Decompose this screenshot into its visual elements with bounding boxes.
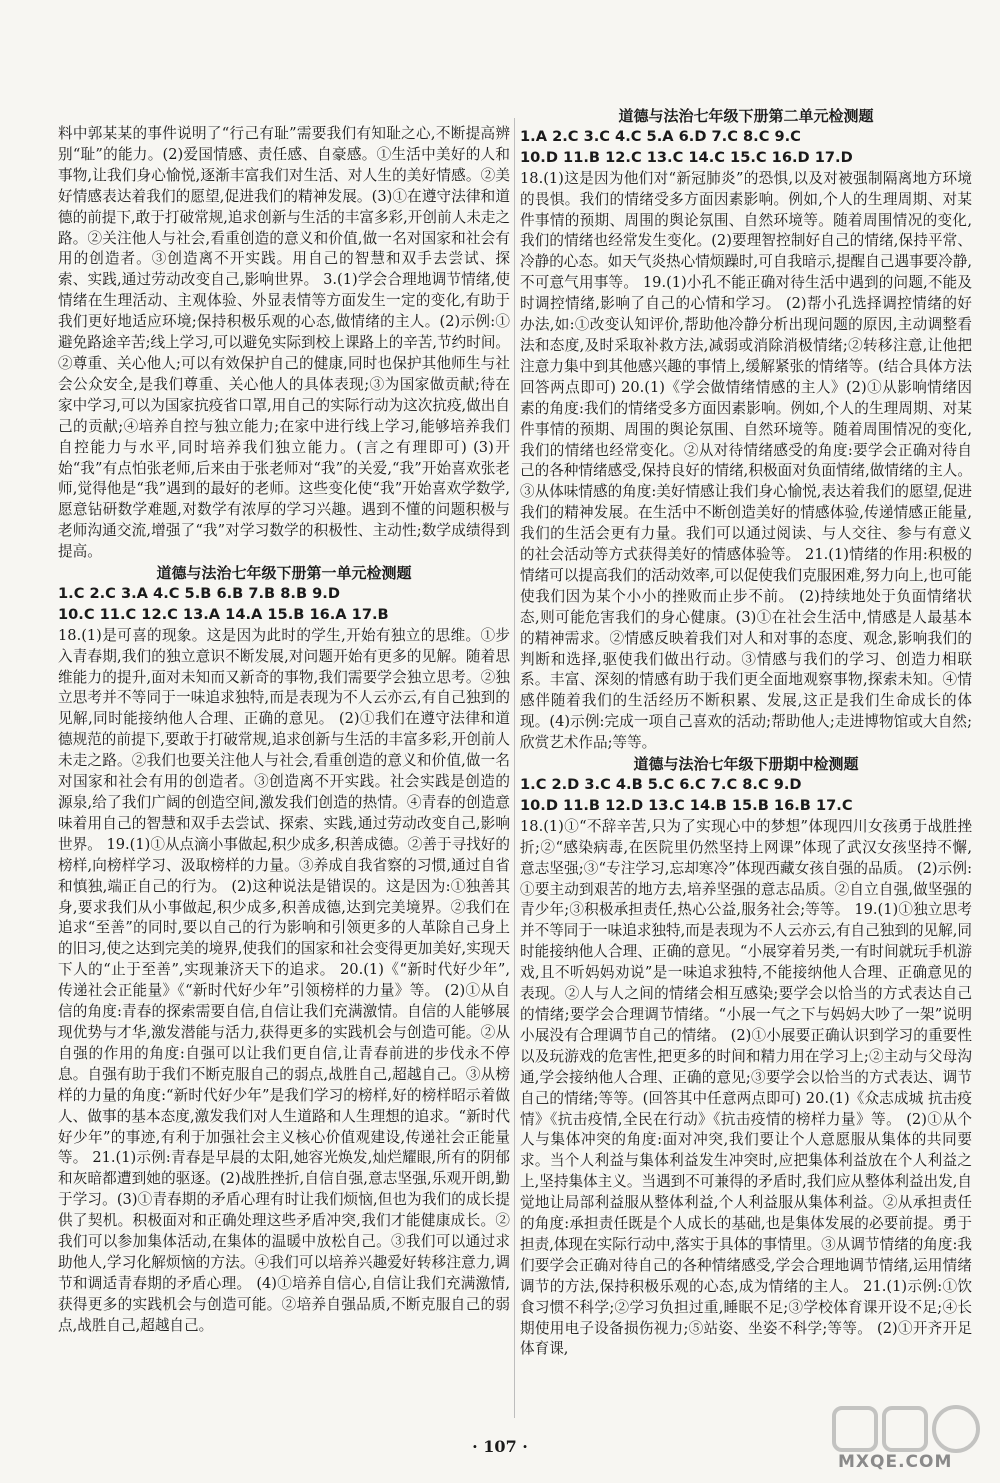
section-title: 道德与法治七年级下册第二单元检测题 <box>618 107 874 125</box>
page-number: · 107 · <box>472 1437 528 1456</box>
column-divider <box>514 118 515 1418</box>
choice-answers-row: 10.D 11.B 12.C 13.C 14.C 15.C 16.D 17.D <box>520 148 853 166</box>
answer-paragraph: 18.(1)①“不辞辛苦,只为了实现心中的梦想”体现四川女孩勇于战胜挫折;②“感染病毒,在医院里仍然坚持上网课”体现了武汉女孩坚持不懈,意志坚强;③“专注学习,忘却寒冷”体现西藏女孩自强的品质。 (2)示例:①要主动到艰苦的地方去,培养坚强的意志品质。②自立自强,做坚强的青少年;③积极承担责任,热心公益,服务社会;等等。 19.(1)①独立思考并不等同于一味追求独特,而是表现为不人云亦云,有自己独到的见解,同时能接纳他人合理、正确的意见。“小展穿着另类,一有时间就玩手机游戏,且不听妈妈劝说”是一味追求独特,不能接纳他人合理、正确意见的表现。②人与人之间的情绪会相互感染;要学会以恰当的方式表达自己的情绪;要学会合理调节情绪。“小展一气之下与妈妈大吵了一架”说明小展没有合理调节自己的情绪。 (2)①小展要正确认识到学习的重要性以及玩游戏的危害性,把更多的时间和精力用在学习上;②主动与父母沟通,学会接纳他人合理、正确的意见;③要学会以恰当的方式表达、调节自己的情绪;等等。(回答其中任意两点即可) 20.(1)《众志成城 抗击疫情》《抗击疫情,全民在行动》《抗击疫情的榜样力量》等。 (2)①从个人与集体冲突的角度:面对冲突,我们要让个人意愿服从集体的共同要求。当个人利益与集体利益发生冲突时,应把集体利益放在个人利益之上,坚持集体主义。当遇到不可兼得的矛盾时,我们应从整体利益出发,自觉地让局部利益服从整体利益,个人利益服从集体利益。②从承担责任的角度:承担责任既是个人成长的基础,也是集体发展的必要前提。勇于担责,体现在实际行动中,落实于具体的事情里。③从调节情绪的角度:我们要学会正确对待自己的各种情绪感受,学会合理地调节情绪,运用情绪调节的方法,保持积极乐观的心态,成为情绪的主人。 21.(1)示例:①饮食习惯不科学;②学习负担过重,睡眠不足;③学校体育课开设不足;④长期使用电子设备损伤视力;⑤站姿、坐姿不科学;等等。 (2)①开齐开足体育课, <box>520 817 973 1358</box>
section-title: 道德与法治七年级下册第一单元检测题 <box>156 564 412 583</box>
choice-answers-row: 10.D 11.B 12.D 13.C 14.B 15.B 16.B 17.C <box>520 796 853 814</box>
choice-answers-row: 1.C 2.C 3.A 4.C 5.B 6.B 7.B 8.B 9.D <box>58 584 340 602</box>
answer-paragraph: 料中郭某某的事件说明了“行己有耻”需要我们有知耻之心,不断提高辨别“耻”的能力。(2)爱国情感、责任感、自豪感。①生活中美好的人和事物,让我们身心愉悦,逐渐丰富我们对生活、对人生的美好情感。②美好情感表达着我们的愿望,促进我们的精神发展。(3)①在遵守法律和道德的前提下,敢于打破常规,追求创新与生活的丰富多彩,开创前人未走之路。②关注他人与社会,看重创造的意义和价值,做一名对国家和社会有用的创造者。③创造离不开实践。用自己的智慧和双手去尝试、探索、实践,通过劳动改变自己,影响世界。 3.(1)学会合理地调节情绪,使情绪在生理活动、主观体验、外显表情等方面发生一定的变化,有助于我们更好地适应环境;保持积极乐观的心态,做情绪的主人。(2)示例:①避免路途辛苦;线上学习,可以避免实际到校上课路上的辛苦,节约时间。②尊重、关心他人;可以有效保护自己的健康,同时也保护其他师生与社会公众安全,是我们尊重、关心他人的具体表现;③为国家做贡献;待在家中学习,可以为国家抗疫省口罩,用自己的实际行动为这次抗疫,做出自己的贡献;④培养自控与独立能力;在家中进行线上学习,能够培养我们自控能力与水平,同时培养我们独立能力。(言之有理即可) (3)开始“我”有点怕张老师,后来由于张老师对“我”的关爱,“我”开始喜欢张老师,觉得他是“我”遇到的最好的老师。这些变化使“我”开始喜欢学数学,愿意钻研数学难题,对数学有浓厚的学习兴趣。遇到不懂的问题积极与老师沟通交流,增强了“我”对学习数学的积极性、主动性;数学成绩得到提高。 <box>58 125 511 561</box>
choice-answers-row: 1.C 2.D 3.C 4.B 5.C 6.C 7.C 8.C 9.D <box>520 776 802 793</box>
watermark-text: MXQE.COM <box>838 1452 953 1472</box>
answer-paragraph: 18.(1)是可喜的现象。这是因为此时的学生,开始有独立的思维。①步入青春期,我们的独立意识不断发展,对问题开始有更多的见解。随着思维能力的提升,面对未知而又新奇的事物,我们需要学会独立思考。②独立思考并不等同于一味追求独特,而是表现为不人云亦云,有自己独到的见解,同时能接纳他人合理、正确的意见。 (2)①我们在遵守法律和道德规范的前提下,要敢于打破常规,追求创新与生活的丰富多彩,开创前人未走之路。②我们也要关注他人与社会,看重创造的意义和价值,做一名对国家和社会有用的创造者。③创造离不开实践。社会实践是创造的源泉,给了我们广阔的创造空间,激发我们创造的热情。④青春的创造意味着用自己的智慧和双手去尝试、探索、实践,通过劳动改变自己,影响世界。 19.(1)①从点滴小事做起,积少成多,积善成德。②善于寻找好的榜样,向榜样学习、汲取榜样的力量。③养成自我省察的习惯,通过自省和慎独,端正自己的行为。 (2)这种说法是错误的。这是因为:①独善其身,要求我们从小事做起,积少成多,积善成德,达到完美境界。②我们在追求“至善”的同时,要以自己的行为影响和引领更多的人革除自己身上的旧习,使之达到完美的境界,使我们的国家和社会变得更加美好,实现天下人的“止于至善”,实现兼济天下的追求。 20.(1)《“新时代好少年”,传递社会正能量》《“新时代好少年”引领榜样的力量》等。 (2)①从自信的角度:青春的探索需要自信,自信让我们充满激情。自信的人能够展现优势与才华,激发潜能与活力,获得更多的实践机会与创造可能。②从自强的作用的角度:自强可以让我们更自信,让青春前进的步伐永不停息。自强有助于我们不断克服自己的弱点,战胜自己,超越自己。③从榜样的力量的角度:“新时代好少年”是我们学习的榜样,好的榜样昭示着做人、做事的基本态度,激发我们对人生道路和人生理想的追求。“新时代好少年”的事迹,有利于加强社会主义核心价值观建设,传递社会正能量等。 21.(1)示例:青春是早晨的太阳,她容光焕发,灿烂耀眼,所有的阴郁和灰暗都遭到她的驱逐。(2)战胜挫折,自信自强,意志坚强,乐观开朗,勤于学习。(3)①青春期的矛盾心理有时让我们烦恼,但也为我们的成长提供了契机。积极面对和正确处理这些矛盾冲突,我们才能健康成长。②我们可以参加集体活动,在集体的温暖中放松自己。③我们可以通过求助他人,学习化解烦恼的方法。④我们可以培养兴趣爱好转移注意力,调节和调适青春期的矛盾心理。 (4)①培养自信心,自信让我们充满激情,获得更多的实践机会与创造可能。②培养自强品质,不断克服自己的弱点,战胜自己,超越自己。 <box>58 626 510 1334</box>
right-column <box>520 106 972 1360</box>
answer-paragraph: 18.(1)这是因为他们对“新冠肺炎”的恐惧,以及对被强制隔离地方环境的畏惧。我们的情绪受多方面因素影响。例如,个人的生理周期、对某件事情的预期、周围的舆论氛围、自然环境等。随着周围情况的变化,我们的情绪也经常发生变化。(2)要理智控制好自己的情绪,保持平常、冷静的心态。如天气炎热心情烦躁时,可自我暗示,提醒自己遇事要冷静,不可意气用事等。 19.(1)小孔不能正确对待生活中遇到的问题,不能及时调控情绪,影响了自己的心情和学习。 (2)帮小孔选择调控情绪的好办法,如:①改变认知评价,帮助他冷静分析出现问题的原因,主动调整看法和态度,及时采取补救方法,减弱或消除消极情绪;②转移注意,让他把注意力集中到其他感兴趣的事情上,缓解紧张的情绪等。(结合具体方法回答两点即可) 20.(1)《学会做情绪情感的主人》(2)①从影响情绪因素的角度:我们的情绪受多方面因素影响。例如,个人的生理周期、对某件事情的预期、周围的舆论氛围、自然环境等。随着周围情况的变化,我们的情绪也经常变化。②从对待情绪感受的角度:要学会正确对待自己的各种情绪感受,保持良好的情绪,积极面对负面情绪,做情绪的主人。③从体味情感的角度:美好情感让我们身心愉悦,表达着我们的愿望,促进我们的精神发展。在生活中不断创造美好的情感体验,传递情感正能量,我们的生活会更有力量。我们可以通过阅读、与人交往、参与有意义的社会活动等方式获得美好的情感体验等。 21.(1)情绪的作用:积极的情绪可以提高我们的活动效率,可以促使我们克服困难,努力向上,也可能使我们因为某个小小的挫败而止步不前。 (2)持续地处于负面情绪状态,则可能危害我们的身心健康。(3)①在社会生活中,情感是人最基本的精神需求。②情感反映着我们对人和对事的态度、观念,影响我们的判断和选择,驱使我们做出行动。③情感与我们的学习、创造力相联系。丰富、深刻的情感有助于我们更全面地观察事物,探索未知。④情感伴随着我们的生活经历不断积累、发展,这正是我们生命成长的体现。(4)示例:完成一项自己喜欢的活动;帮助他人;走进博物馆或大自然;欣赏艺术作品;等等。 <box>520 169 973 752</box>
choice-answers-row: 10.C 11.C 12.C 13.A 14.A 15.B 16.A 17.B <box>58 605 389 623</box>
section-title: 道德与法治七年级下册期中检测题 <box>633 755 859 774</box>
choice-answers-row: 1.A 2.C 3.C 4.C 5.A 6.D 7.C 8.C 9.C <box>520 127 801 145</box>
left-column <box>58 124 510 1337</box>
